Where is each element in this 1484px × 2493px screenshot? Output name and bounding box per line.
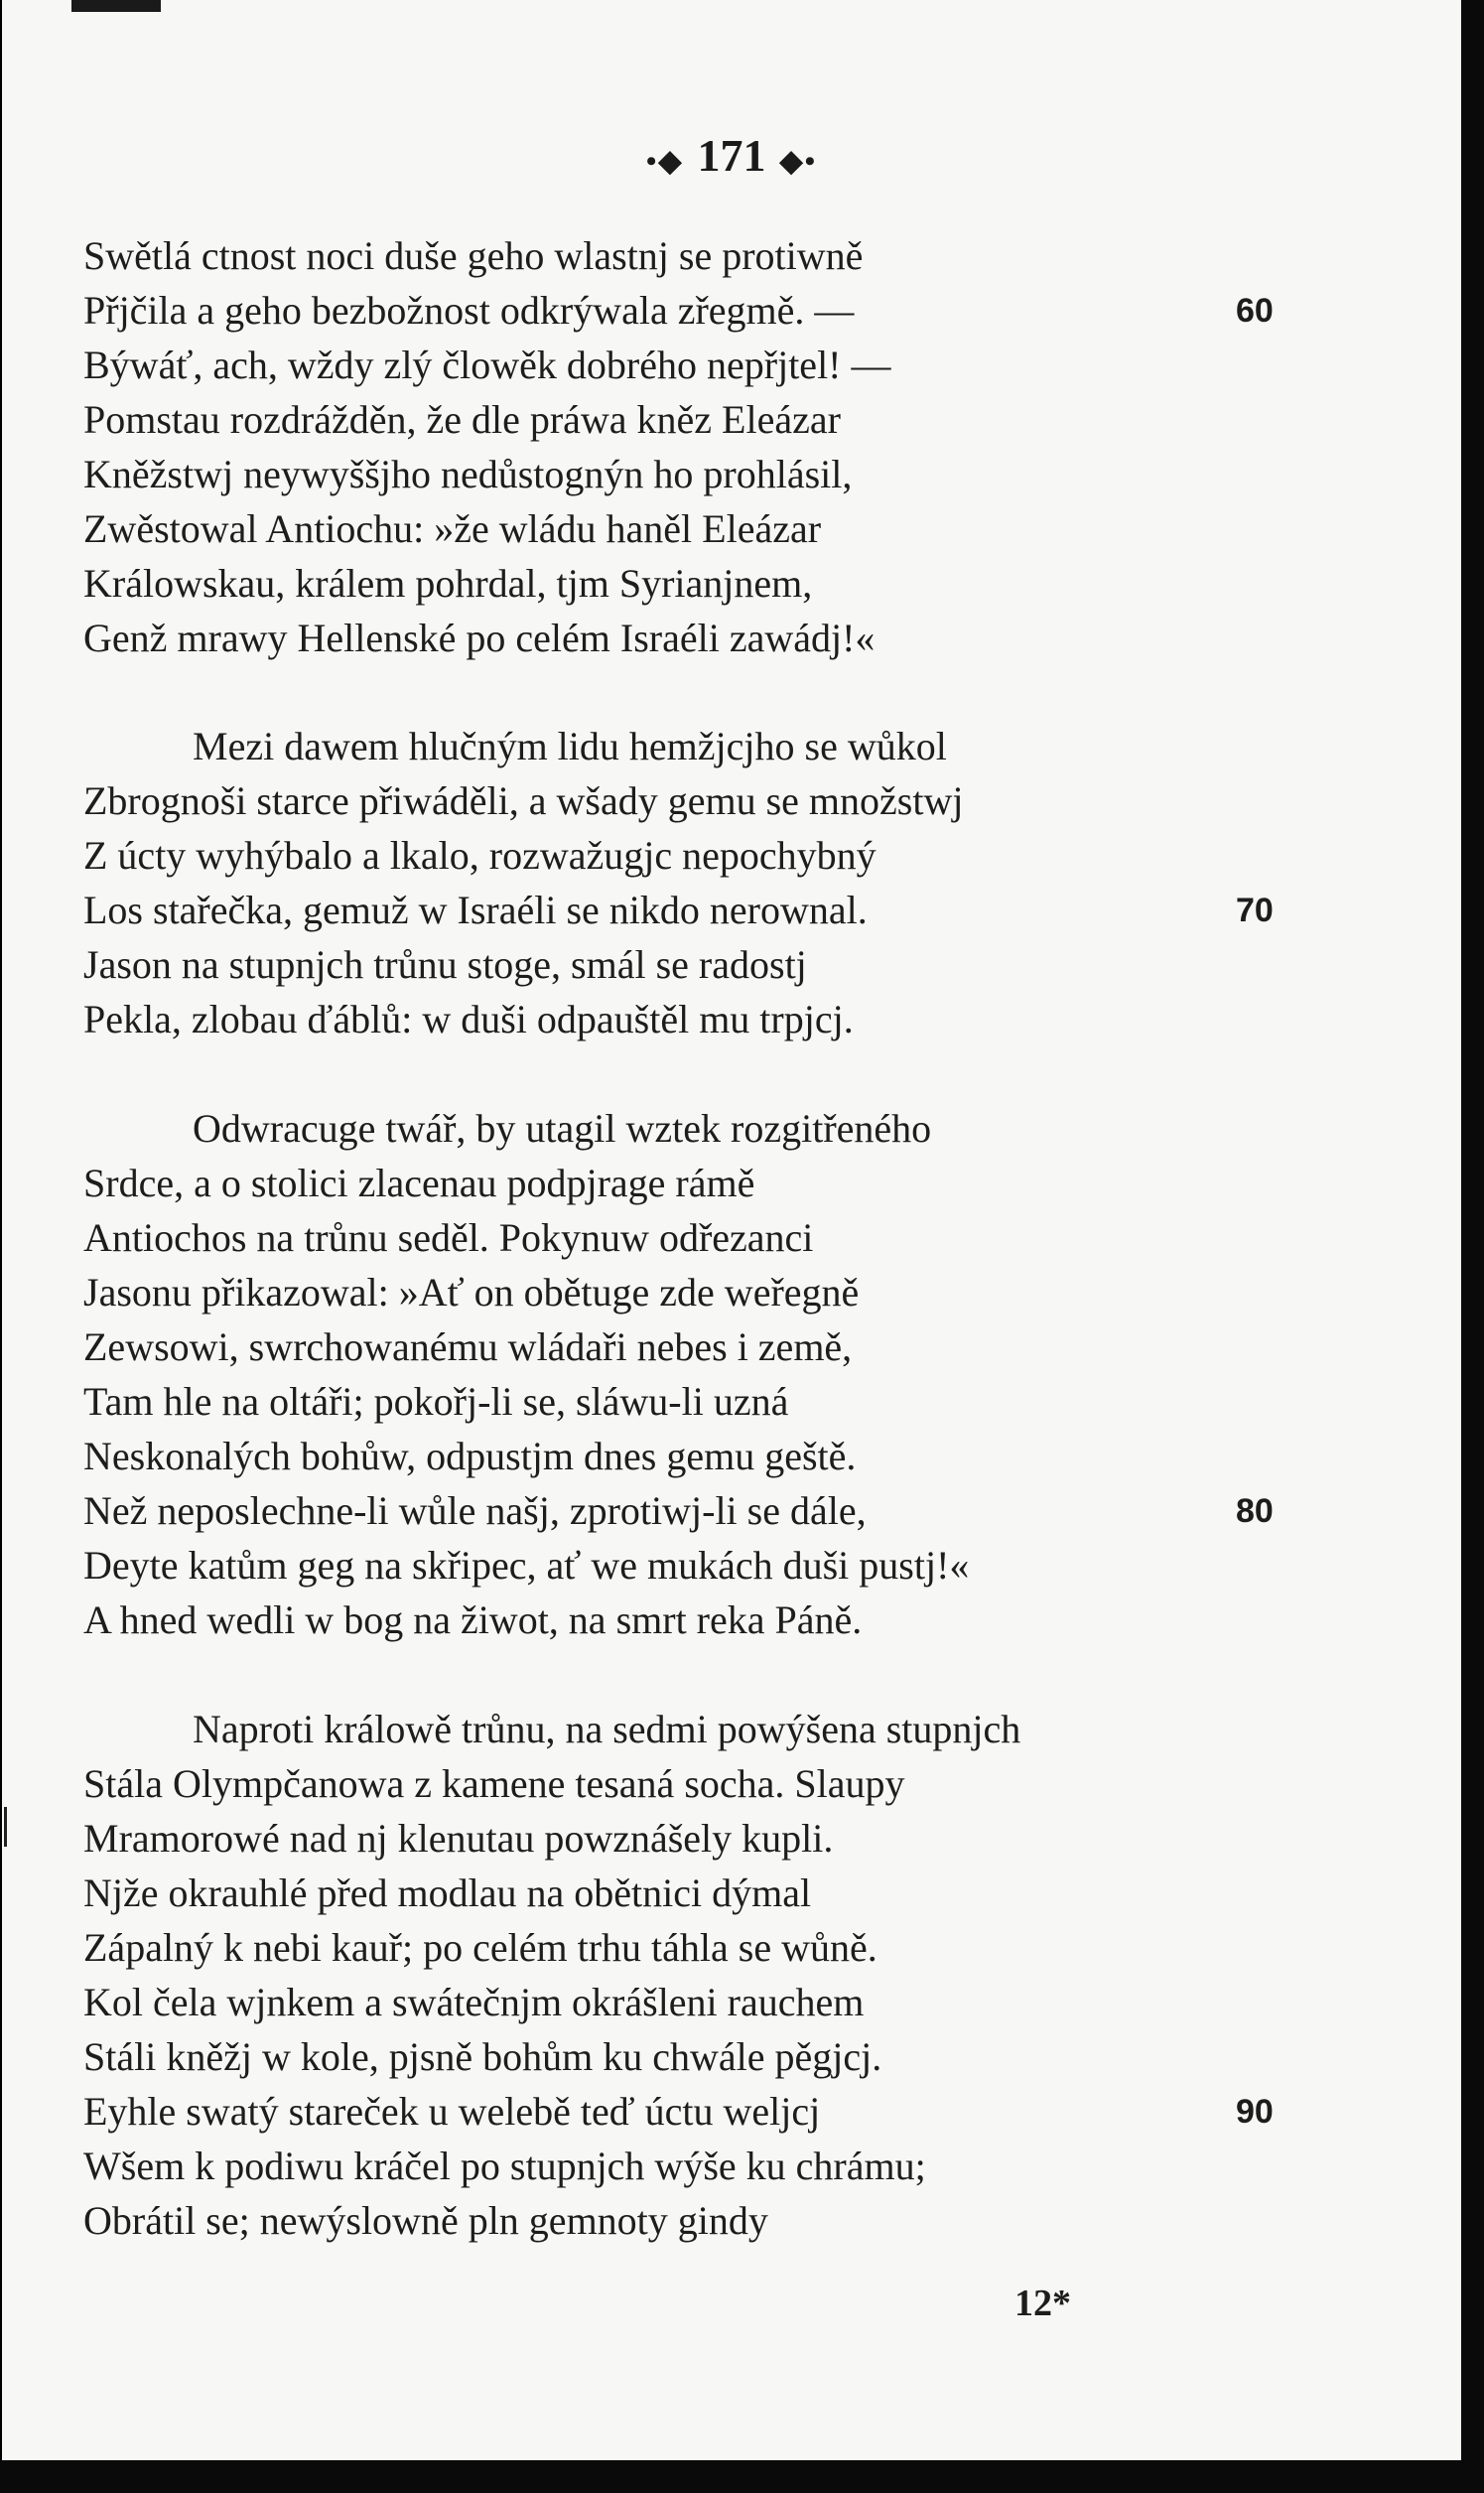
scan-bottom-edge (0, 2460, 1484, 2493)
poem-line: Stála Olympčanowa z kamene tesaná socha. Slaupy (83, 1761, 905, 1806)
poem-line: Njže okrauhlé před modlau na obětnici dýmal (83, 1870, 812, 1915)
poem-line: Naproti králowě trůnu, na sedmi powýšena stupnjch (193, 1707, 1021, 1751)
poem-line: Zbrognoši starce přiwáděli, a wšady gemu se množstwj (83, 778, 964, 823)
scan-right-edge (1461, 0, 1484, 2493)
line-number: 70 (1236, 892, 1274, 929)
poem-line: Kněžstwj neywyššjho nedůstognýn ho prohlásil, (83, 452, 853, 496)
ornament-right: ◆• (779, 145, 818, 178)
poem-line: Obrátil se; newýslowně pln gemnoty gindy (83, 2198, 768, 2243)
book-page (2, 0, 1461, 2460)
poem-line: Antiochos na trůnu seděl. Pokynuw odřezanci (83, 1215, 814, 1260)
line-number: 80 (1236, 1492, 1274, 1530)
poem-text (2, 0, 1461, 2460)
poem-line: Deyte katům geg na skřipec, ať we mukách duši pustj!« (83, 1543, 970, 1588)
poem-line: Pekla, zlobau ďáblů: w duši odpauštěl mu trpjcj. (83, 997, 854, 1041)
poem-line: Los stařečka, gemuž w Israéli se nikdo nerownal. (83, 888, 868, 932)
poem-line: Králowskau, králem pohrdal, tjm Syrianjnem, (83, 561, 813, 606)
poem-line: Jason na stupnjch trůnu stoge, smál se radostj (83, 942, 807, 987)
poem-line: Neskonalých bohůw, odpustjm dnes gemu geště. (83, 1434, 857, 1478)
poem-line: Jasonu přikazowal: »Ať on obětuge zde weřegně (83, 1270, 860, 1315)
poem-line: Tam hle na oltáři; pokořj-li se, sláwu-li uzná (83, 1379, 789, 1424)
poem-line: Přjčila a geho bezbožnost odkrýwala zřegmě. — (83, 288, 855, 333)
poem-line: Z úcty wyhýbalo a lkalo, rozwažugjc nepochybný (83, 833, 877, 878)
line-number: 90 (1236, 2093, 1274, 2131)
poem-line: Mramorowé nad nj klenutau powznášely kupli. (83, 1816, 834, 1861)
page-number: 171 (697, 130, 766, 181)
poem-line: Býwáť, ach, wždy zlý člowěk dobrého nepřjtel! — (83, 343, 891, 387)
poem-line: Mezi dawem hlučným lidu hemžjcjho se wůkol (193, 724, 947, 768)
poem-line: Kol čela wjnkem a swátečnjm okrášleni rauchem (83, 1980, 865, 2024)
ornament-left: •◆ (645, 145, 684, 178)
poem-line: Zwěstowal Antiochu: »že wládu haněl Eleázar (83, 506, 822, 551)
signature-mark: 12* (1014, 2283, 1071, 2324)
poem-line: Genž mrawy Hellenské po celém Israéli zawádj!« (83, 616, 876, 660)
poem-line: A hned wedli w bog na žiwot, na smrt reka Páně. (83, 1597, 863, 1642)
poem-line: Zápalný k nebi kauř; po celém trhu táhla se wůně. (83, 1925, 877, 1970)
poem-line: Stáli kněžj w kole, pjsně bohům ku chwále pěgjcj. (83, 2034, 882, 2079)
poem-line: Odwracuge twář, by utagil wztek rozgitřeného (193, 1106, 932, 1151)
poem-line: Eyhle swatý stareček u welebě teď úctu weljcj (83, 2089, 821, 2134)
poem-line: Zewsowi, swrchowanému wládaři nebes i země, (83, 1324, 853, 1369)
poem-line: Pomstau rozdrážděn, že dle práwa kněz Eleázar (83, 397, 841, 442)
poem-line: Wšem k podiwu kráčel po stupnjch wýše ku chrámu; (83, 2144, 926, 2188)
line-number: 60 (1236, 292, 1274, 330)
poem-line: Srdce, a o stolici zlacenau podpjrage rámě (83, 1161, 755, 1205)
poem-line: Než neposlechne-li wůle našj, zprotiwj-li se dále, (83, 1488, 867, 1533)
poem-line: Swětlá ctnost noci duše geho wlastnj se protiwně (83, 233, 864, 278)
